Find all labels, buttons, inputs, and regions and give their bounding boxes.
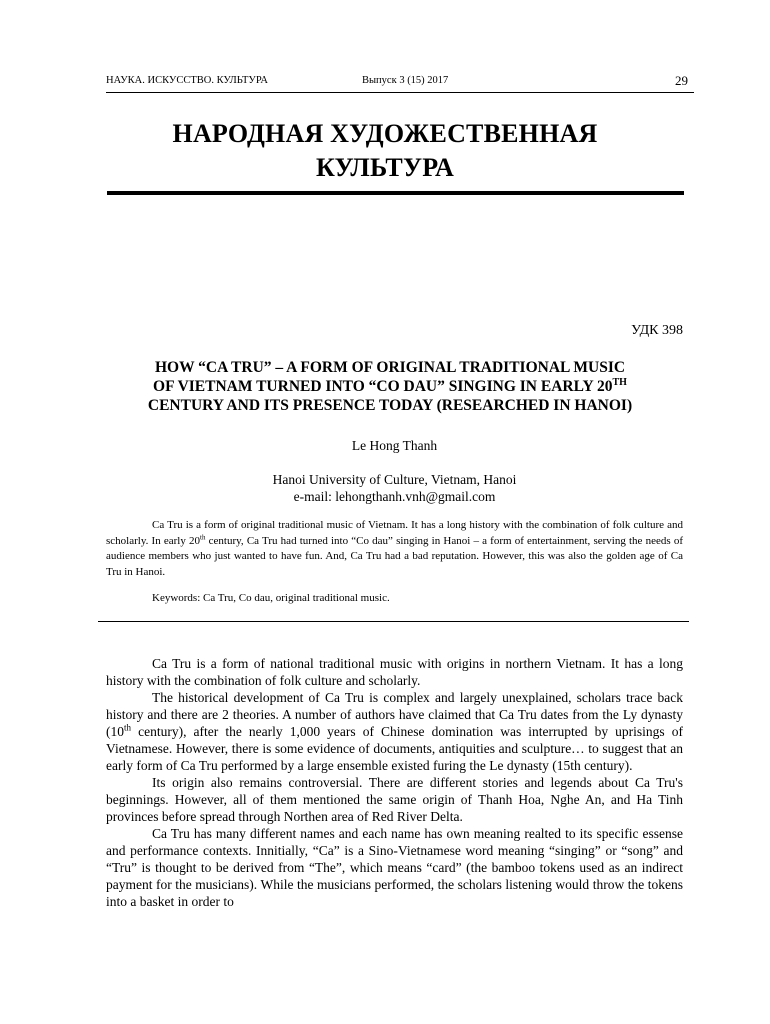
body-paragraph-2-text-b: century), after the nearly 1,000 years of Chinese domination was interrupted by uprisings of Vietnamese. However, there is some evidence of documents, antiquities and sculpture… to suggest that an early form of Ca Tru performed by a large ensemble existed furing the Le dynasty (15th century). (106, 724, 683, 773)
article-title-line-3: CENTURY AND ITS PRESENCE TODAY (RESEARCHED IN HANOI) (147, 397, 633, 414)
section-title-line-2: КУЛЬТУРА (316, 153, 454, 182)
article-title-superscript: TH (612, 376, 627, 388)
body-paragraph-1: Ca Tru is a form of national traditional music with origins in northern Vietnam. It has a long history with the combination of folk culture and scholarly. (106, 656, 683, 688)
body-paragraph-4: Ca Tru has many different names and each name has own meaning realted to its specific essense and performance contexts. Innitially, “Ca” is a Sino-Vietnamese word meaning “singing” or “song” and “Tru” is thought to be derived from “The”, which means “card” (the bamboo tokens used as an indirect payment for the musicians). While the musicians performed, the scholars listening would throw the tokens into a basket in order to (106, 826, 683, 909)
article-title-line-1: HOW “CA TRU” – A FORM OF ORIGINAL TRADITIONAL MUSIC (154, 359, 626, 376)
section-title (60, 117, 710, 185)
section-divider (107, 191, 684, 195)
abstract-paragraph (106, 518, 683, 580)
udk-code: УДК 398 (631, 323, 683, 338)
journal-name: НАУКА. ИСКУССТВО. КУЛЬТУРА (106, 75, 268, 86)
abstract-text-2: century, Ca Tru had turned into “Co dau” singing in Hanoi – a form of entertainment, serving the needs of audience members who just wanted to have fun. And, Ca Tru had a bad reputation. However, this was also the golden age of Ca Tru in Hanoi. (106, 534, 683, 578)
running-header (106, 72, 688, 90)
section-title-line-1: НАРОДНАЯ ХУДОЖЕСТВЕННАЯ (172, 119, 598, 148)
article-title (90, 358, 690, 415)
abstract (106, 518, 683, 580)
article-title-line-2-text: OF VIETNAM TURNED INTO “CO DAU” SINGING IN EARLY 20 (153, 378, 613, 395)
body-text (106, 655, 683, 910)
article-title-line-2 (90, 377, 690, 396)
header-divider (106, 92, 694, 93)
keywords: Keywords: Ca Tru, Co dau, original traditional music. (152, 592, 390, 604)
author-email: e-mail: lehongthanh.vnh@gmail.com (293, 489, 496, 504)
body-paragraph-3: Its origin also remains controversial. There are different stories and legends about Ca Tru's beginnings. However, all of them mentioned the same origin of Thanh Hoa, Nghe An, and Ha Tinh provinces before spread through Northen area of Red River Delta. (106, 775, 683, 824)
affiliation: Hanoi University of Culture, Vietnam, Hanoi (272, 472, 517, 487)
page-number: 29 (675, 73, 688, 88)
body-paragraph-2-superscript: th (124, 722, 132, 733)
issue-label: Выпуск 3 (15) 2017 (362, 75, 449, 86)
author-affiliation-block (106, 471, 683, 505)
abstract-superscript: th (200, 532, 206, 541)
author-name: Le Hong Thanh (351, 438, 438, 453)
abstract-divider (98, 621, 689, 622)
abstract-text-1: Ca Tru is a form of original traditional music of Vietnam. It has a long history with the combination of folk culture and scholarly. In early 20 (106, 519, 683, 547)
body-paragraph-2 (106, 689, 683, 774)
body-paragraph-2-text-a: The historical development of Ca Tru is complex and largely unexplained, scholars trace back history and there are 2 theories. A number of authors have claimed that Ca Tru dates from the Ly dynasty (10 (106, 690, 683, 739)
